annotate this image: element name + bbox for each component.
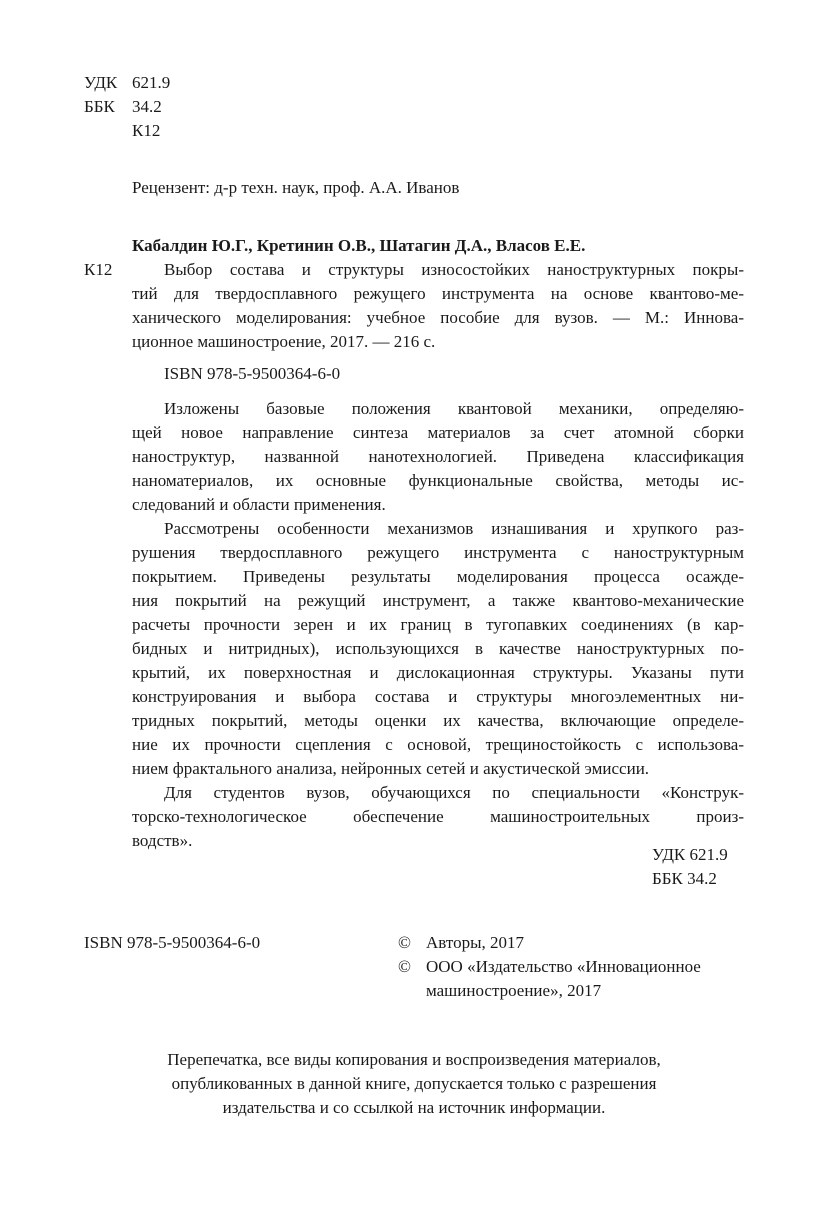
text-line: щей новое направление синтеза материалов за счет атомной сборки bbox=[132, 423, 744, 442]
abstract-paragraph-1 bbox=[132, 397, 744, 517]
bib-description-cont bbox=[132, 282, 744, 354]
footer-isbn: ISBN 978-5-9500364-6-0 bbox=[84, 933, 261, 952]
reviewer-line: Рецензент: д-р техн. наук, проф. А.А. Иванов bbox=[132, 178, 460, 197]
bib-line: ционное машиностроение, 2017. — 216 с. bbox=[132, 332, 436, 351]
text-line: ние их прочности сцепления с основой, трещиностойкость с использова- bbox=[132, 735, 744, 754]
text-line: тридных покрытий, методы оценки их качества, включающие определе- bbox=[132, 711, 744, 730]
text-line: Рассмотрены особенности механизмов изнашивания и хрупкого раз- bbox=[164, 519, 744, 538]
copyright-icon: © bbox=[398, 933, 411, 952]
copyright-publisher-cont bbox=[398, 979, 701, 1003]
bbk-code: ББК 34.2 bbox=[652, 869, 717, 888]
abstract-paragraph-2 bbox=[132, 517, 744, 781]
text-line: следований и области применения. bbox=[132, 495, 386, 514]
notice-line: опубликованных в данной книге, допускается только с разрешения bbox=[171, 1074, 657, 1093]
codes-right bbox=[652, 843, 728, 891]
copyright-authors-text: Авторы, 2017 bbox=[426, 933, 525, 952]
bib-isbn: ISBN 978-5-9500364-6-0 bbox=[164, 364, 341, 383]
bib-line: ханического моделирования: учебное пособие для вузов. — М.: Иннова- bbox=[132, 308, 744, 327]
text-line: водств». bbox=[132, 831, 193, 850]
text-line: торско-технологическое обеспечение машиностроительных произ- bbox=[132, 807, 744, 826]
classification-block bbox=[84, 71, 170, 143]
authors-line: Кабалдин Ю.Г., Кретинин О.В., Шатагин Д.А., Власов Е.Е. bbox=[132, 236, 586, 255]
bib-sign: К12 bbox=[84, 260, 113, 279]
reprint-notice bbox=[84, 1048, 744, 1120]
text-line: расчеты прочности зерен и их границ в тугопавких соединениях (в кар- bbox=[132, 615, 744, 634]
copyright-block bbox=[398, 931, 701, 1003]
udk-line bbox=[84, 71, 170, 95]
bib-description bbox=[164, 258, 744, 282]
bbk-line bbox=[84, 95, 170, 119]
notice-line: издательства и со ссылкой на источник информации. bbox=[222, 1098, 606, 1117]
copyright-publisher-text: ООО «Издательство «Инновационное bbox=[426, 957, 701, 976]
copyright-authors bbox=[398, 931, 701, 955]
text-line: Изложены базовые положения квантовой механики, определяю- bbox=[164, 399, 744, 418]
bib-line: Выбор состава и структуры износостойких наноструктурных покры- bbox=[164, 260, 744, 279]
text-line: крытий, их поверхностная и дислокационная структуры. Указаны пути bbox=[132, 663, 744, 682]
udk-label: УДК bbox=[84, 73, 118, 92]
text-line: нием фрактального анализа, нейронных сетей и акустической эмиссии. bbox=[132, 759, 650, 778]
text-line: рушения твердосплавного режущего инструмента с наноструктурным bbox=[132, 543, 744, 562]
copyright-publisher-text-2: машиностроение», 2017 bbox=[426, 981, 602, 1000]
udk-code: УДК 621.9 bbox=[652, 845, 728, 864]
text-line: конструирования и выбора состава и структуры многоэлементных ни- bbox=[132, 687, 744, 706]
text-line: Для студентов вузов, обучающихся по специальности «Конструк- bbox=[164, 783, 744, 802]
author-sign: К12 bbox=[132, 121, 161, 140]
bbk-value: 34.2 bbox=[132, 97, 162, 116]
udk-value: 621.9 bbox=[132, 73, 171, 92]
text-line: наноматериалов, их основные функциональные свойства, методы ис- bbox=[132, 471, 744, 490]
text-line: бидных и нитридных), использующихся в качестве наноструктурных по- bbox=[132, 639, 744, 658]
text-line: покрытием. Приведены результаты моделирования процесса осажде- bbox=[132, 567, 744, 586]
copyright-publisher bbox=[398, 955, 701, 979]
notice-line: Перепечатка, все виды копирования и воспроизведения материалов, bbox=[167, 1050, 661, 1069]
bbk-label: ББК bbox=[84, 97, 115, 116]
text-line: наноструктур, названной нанотехнологией. Приведена классификация bbox=[132, 447, 744, 466]
author-sign-line bbox=[84, 119, 170, 143]
copyright-icon: © bbox=[398, 957, 411, 976]
abstract bbox=[132, 397, 744, 853]
text-line: ния покрытий на режущий инструмент, а также квантово-механические bbox=[132, 591, 744, 610]
bib-line: тий для твердосплавного режущего инструмента на основе квантово-ме- bbox=[132, 284, 744, 303]
